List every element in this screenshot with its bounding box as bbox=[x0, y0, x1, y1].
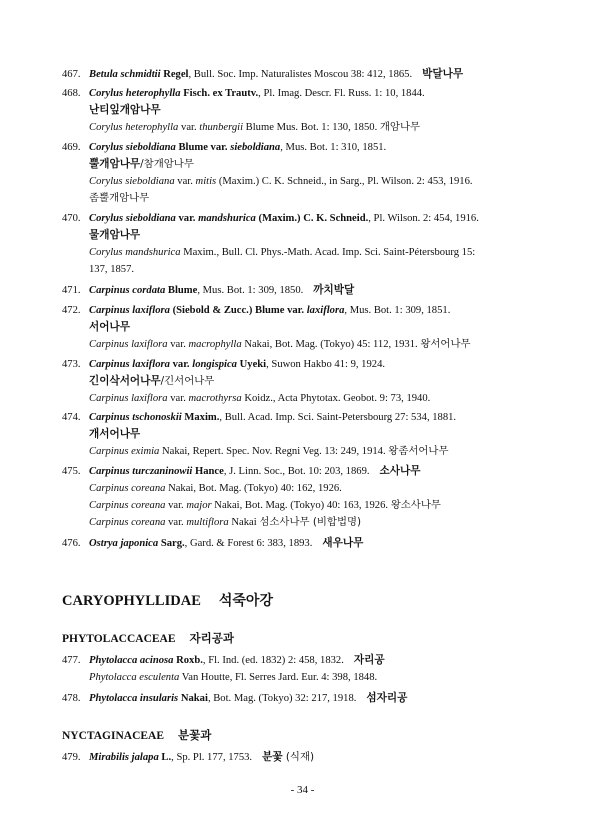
entry-number: 475. bbox=[62, 466, 81, 477]
infra-name: laxiflora bbox=[306, 305, 345, 316]
rank: var. bbox=[168, 517, 184, 528]
infra-name: longispica bbox=[192, 359, 237, 370]
scientific-name: Mirabilis jalapa bbox=[89, 752, 159, 763]
family-korean: 자리공과 bbox=[189, 631, 234, 645]
family-korean: 분꽃과 bbox=[178, 728, 212, 742]
scientific-name: Corylus sieboldiana bbox=[89, 213, 176, 224]
synonym-korean-name: 섬소사나무 (비합법명) bbox=[259, 516, 362, 528]
synonym-citation: Blume Mus. Bot. 1: 130, 1850. bbox=[245, 122, 378, 133]
synonym bbox=[62, 514, 552, 531]
synonym bbox=[62, 669, 552, 686]
synonym-citation: Van Houtte, Fl. Serres Jard. Eur. 4: 398, 1848. bbox=[181, 672, 378, 683]
entry-478 bbox=[62, 690, 552, 707]
korean-name: 서어나무 bbox=[89, 321, 130, 333]
entry-475 bbox=[62, 463, 552, 531]
author: Blume bbox=[167, 285, 198, 296]
author: Fisch. ex Trautv. bbox=[183, 88, 259, 99]
synonym-name: Corylus heterophylla bbox=[89, 122, 179, 133]
rank: var. bbox=[170, 339, 186, 350]
author: (Siebold & Zucc.) Blume var. bbox=[172, 305, 305, 316]
synonym-name: Carpinus coreana bbox=[89, 517, 166, 528]
synonym-name: Carpinus eximia bbox=[89, 446, 160, 457]
entry-number: 474. bbox=[62, 412, 81, 423]
entry-number: 470. bbox=[62, 213, 81, 224]
entry-468 bbox=[62, 85, 552, 136]
synonym bbox=[62, 244, 552, 261]
scientific-name: Ostrya japonica bbox=[89, 538, 159, 549]
citation: , Pl. Wilson. 2: 454, 1916. bbox=[368, 213, 479, 224]
korean-alt-name: /긴서어나무 bbox=[160, 375, 215, 387]
citation: , Bull. Acad. Imp. Sci. Saint-Petersbourg 27: 534, 1881. bbox=[219, 412, 457, 423]
citation: , Mus. Bot. 1: 309, 1850. bbox=[197, 285, 304, 296]
korean-name: 섬자리공 bbox=[366, 692, 408, 704]
scientific-name: Corylus sieboldiana bbox=[89, 142, 176, 153]
entry-474 bbox=[62, 409, 552, 460]
korean-name: 물개암나무 bbox=[89, 229, 141, 241]
citation: , Gard. & Forest 6: 383, 1893. bbox=[184, 538, 313, 549]
synonym-citation: Maxim., Bull. Cl. Phys.-Math. Acad. Imp. Sci. Saint-Pétersbourg 15: bbox=[183, 247, 476, 258]
korean-name: 자리공 bbox=[353, 654, 385, 666]
citation: , Sp. Pl. 177, 1753. bbox=[171, 752, 253, 763]
synonym-citation: (Maxim.) C. K. Schneid., in Sarg., Pl. Wilson. 2: 453, 1916. bbox=[218, 176, 473, 187]
entry-number: 471. bbox=[62, 285, 81, 296]
citation: , Pl. Imag. Descr. Fl. Russ. 1: 10, 1844. bbox=[258, 88, 425, 99]
subclass-heading bbox=[62, 590, 273, 610]
citation: , Mus. Bot. 1: 310, 1851. bbox=[280, 142, 387, 153]
author: Nakai bbox=[180, 693, 208, 704]
synonym-citation: Nakai bbox=[231, 517, 257, 528]
entry-472 bbox=[62, 302, 552, 353]
korean-name: 난티잎개암나무 bbox=[89, 104, 161, 116]
infra-name: multiflora bbox=[186, 517, 229, 528]
synonym bbox=[62, 336, 552, 353]
infra-name: mandshurica bbox=[198, 213, 256, 224]
korean-name: 뿔개암나무 bbox=[89, 158, 141, 170]
entry-number: 476. bbox=[62, 538, 81, 549]
korean-name: 분꽃 bbox=[262, 751, 283, 763]
scientific-name: Carpinus turczaninowii bbox=[89, 466, 193, 477]
korean-name: 개서어나무 bbox=[89, 428, 141, 440]
scientific-name: Corylus heterophylla bbox=[89, 88, 181, 99]
scientific-name: Phytolacca acinosa bbox=[89, 655, 174, 666]
subclass-korean: 석죽아강 bbox=[218, 593, 273, 609]
family-latin: NYCTAGINACEAE bbox=[62, 730, 165, 742]
citation: , J. Linn. Soc., Bot. 10: 203, 1869. bbox=[223, 466, 370, 477]
infra-name: macrothyrsa bbox=[188, 393, 242, 404]
entry-477 bbox=[62, 652, 552, 686]
entry-number: 478. bbox=[62, 693, 81, 704]
rank: var. bbox=[181, 122, 197, 133]
korean-name: 까치박달 bbox=[313, 284, 355, 296]
entry-479 bbox=[62, 749, 552, 766]
synonym-name: Corylus sieboldiana bbox=[89, 176, 175, 187]
synonym bbox=[62, 443, 552, 460]
entry-number: 468. bbox=[62, 88, 81, 99]
synonym-korean-name: 왕좀서어나무 bbox=[388, 445, 449, 457]
synonym-citation: Nakai, Bot. Mag. (Tokyo) 40: 162, 1926. bbox=[168, 483, 342, 494]
synonym-citation: Nakai, Bot. Mag. (Tokyo) 45: 112, 1931. bbox=[244, 339, 418, 350]
synonym-citation: Koidz., Acta Phytotax. Geobot. 9: 73, 1940. bbox=[244, 393, 431, 404]
author: Blume var. bbox=[178, 142, 228, 153]
rank: var. bbox=[168, 500, 184, 511]
entry-number: 467. bbox=[62, 69, 81, 80]
infra-name: sieboldiana bbox=[230, 142, 281, 153]
author: Hance bbox=[195, 466, 224, 477]
korean-name: 새우나무 bbox=[322, 537, 364, 549]
scientific-name: Carpinus tschonoskii bbox=[89, 412, 182, 423]
synonym-citation-continued: 137, 1857. bbox=[89, 264, 135, 275]
author: L. bbox=[161, 752, 172, 763]
synonym-korean-name: 왕서어나무 bbox=[420, 338, 471, 350]
entry-number: 479. bbox=[62, 752, 81, 763]
synonym-korean-name: 좀뿔개암나무 bbox=[89, 192, 150, 204]
citation: , Fl. Ind. (ed. 1832) 2: 458, 1832. bbox=[202, 655, 344, 666]
entry-number: 469. bbox=[62, 142, 81, 153]
rank: var. bbox=[177, 176, 193, 187]
citation: , Bull. Soc. Imp. Naturalistes Moscou 38: 412, 1865. bbox=[188, 69, 413, 80]
author: var. bbox=[172, 359, 190, 370]
scientific-name: Betula schmidtii bbox=[89, 69, 161, 80]
korean-name: 소사나무 bbox=[379, 465, 421, 477]
synonym-korean-name: 개암나무 bbox=[379, 121, 421, 133]
family-latin: PHYTOLACCACEAE bbox=[62, 633, 176, 645]
entry-number: 472. bbox=[62, 305, 81, 316]
entry-469 bbox=[62, 139, 552, 207]
author: Maxim. bbox=[184, 412, 220, 423]
synonym bbox=[62, 480, 552, 497]
entry-467 bbox=[62, 66, 552, 83]
entry-473 bbox=[62, 356, 552, 407]
infra-name: mitis bbox=[195, 176, 217, 187]
synonym bbox=[62, 173, 552, 190]
page-number: - 34 - bbox=[290, 784, 315, 796]
author: Sarg. bbox=[160, 538, 185, 549]
synonym-name: Carpinus laxiflora bbox=[89, 393, 168, 404]
korean-alt-name: /참개암나무 bbox=[140, 158, 194, 170]
scientific-name: Carpinus cordata bbox=[89, 285, 166, 296]
synonym-citation: Nakai, Bot. Mag. (Tokyo) 40: 163, 1926. bbox=[214, 500, 389, 511]
korean-name: 긴이삭서어나무 bbox=[89, 375, 161, 387]
family-heading bbox=[62, 630, 234, 646]
infra-name: macrophylla bbox=[188, 339, 242, 350]
entry-number: 473. bbox=[62, 359, 81, 370]
synonym-name: Phytolacca esculenta bbox=[89, 672, 180, 683]
author: Regel bbox=[163, 69, 189, 80]
scientific-name: Carpinus laxiflora bbox=[89, 359, 170, 370]
infra-name: major bbox=[186, 500, 212, 511]
synonym-citation: Nakai, Repert. Spec. Nov. Regni Veg. 13: 249, 1914. bbox=[162, 446, 386, 457]
entry-470 bbox=[62, 210, 552, 278]
scientific-name: Carpinus laxiflora bbox=[89, 305, 170, 316]
entry-471 bbox=[62, 282, 552, 299]
author: (Maxim.) C. K. Schneid. bbox=[258, 213, 369, 224]
citation: , Suwon Hakbo 41: 9, 1924. bbox=[266, 359, 386, 370]
synonym-name: Carpinus laxiflora bbox=[89, 339, 168, 350]
synonym-name: Carpinus coreana bbox=[89, 500, 166, 511]
subclass-latin: CARYOPHYLLIDAE bbox=[62, 593, 201, 609]
infra-name: thunbergii bbox=[199, 122, 244, 133]
family-heading bbox=[62, 727, 211, 743]
korean-name: 박달나무 bbox=[422, 68, 464, 80]
entry-476 bbox=[62, 535, 552, 552]
synonym bbox=[62, 390, 552, 407]
korean-note: (식재) bbox=[282, 751, 315, 763]
synonym-name: Corylus mandshurica bbox=[89, 247, 181, 258]
citation: , Mus. Bot. 1: 309, 1851. bbox=[344, 305, 451, 316]
synonym-name: Carpinus coreana bbox=[89, 483, 166, 494]
author: var. bbox=[178, 213, 196, 224]
author: Uyeki bbox=[239, 359, 267, 370]
citation: , Bot. Mag. (Tokyo) 32: 217, 1918. bbox=[207, 693, 357, 704]
synonym bbox=[62, 119, 552, 136]
entry-number: 477. bbox=[62, 655, 81, 666]
scientific-name: Phytolacca insularis bbox=[89, 693, 179, 704]
author: Roxb. bbox=[176, 655, 203, 666]
rank: var. bbox=[170, 393, 186, 404]
synonym bbox=[62, 497, 552, 514]
synonym-korean-name: 왕소사나무 bbox=[390, 499, 441, 511]
